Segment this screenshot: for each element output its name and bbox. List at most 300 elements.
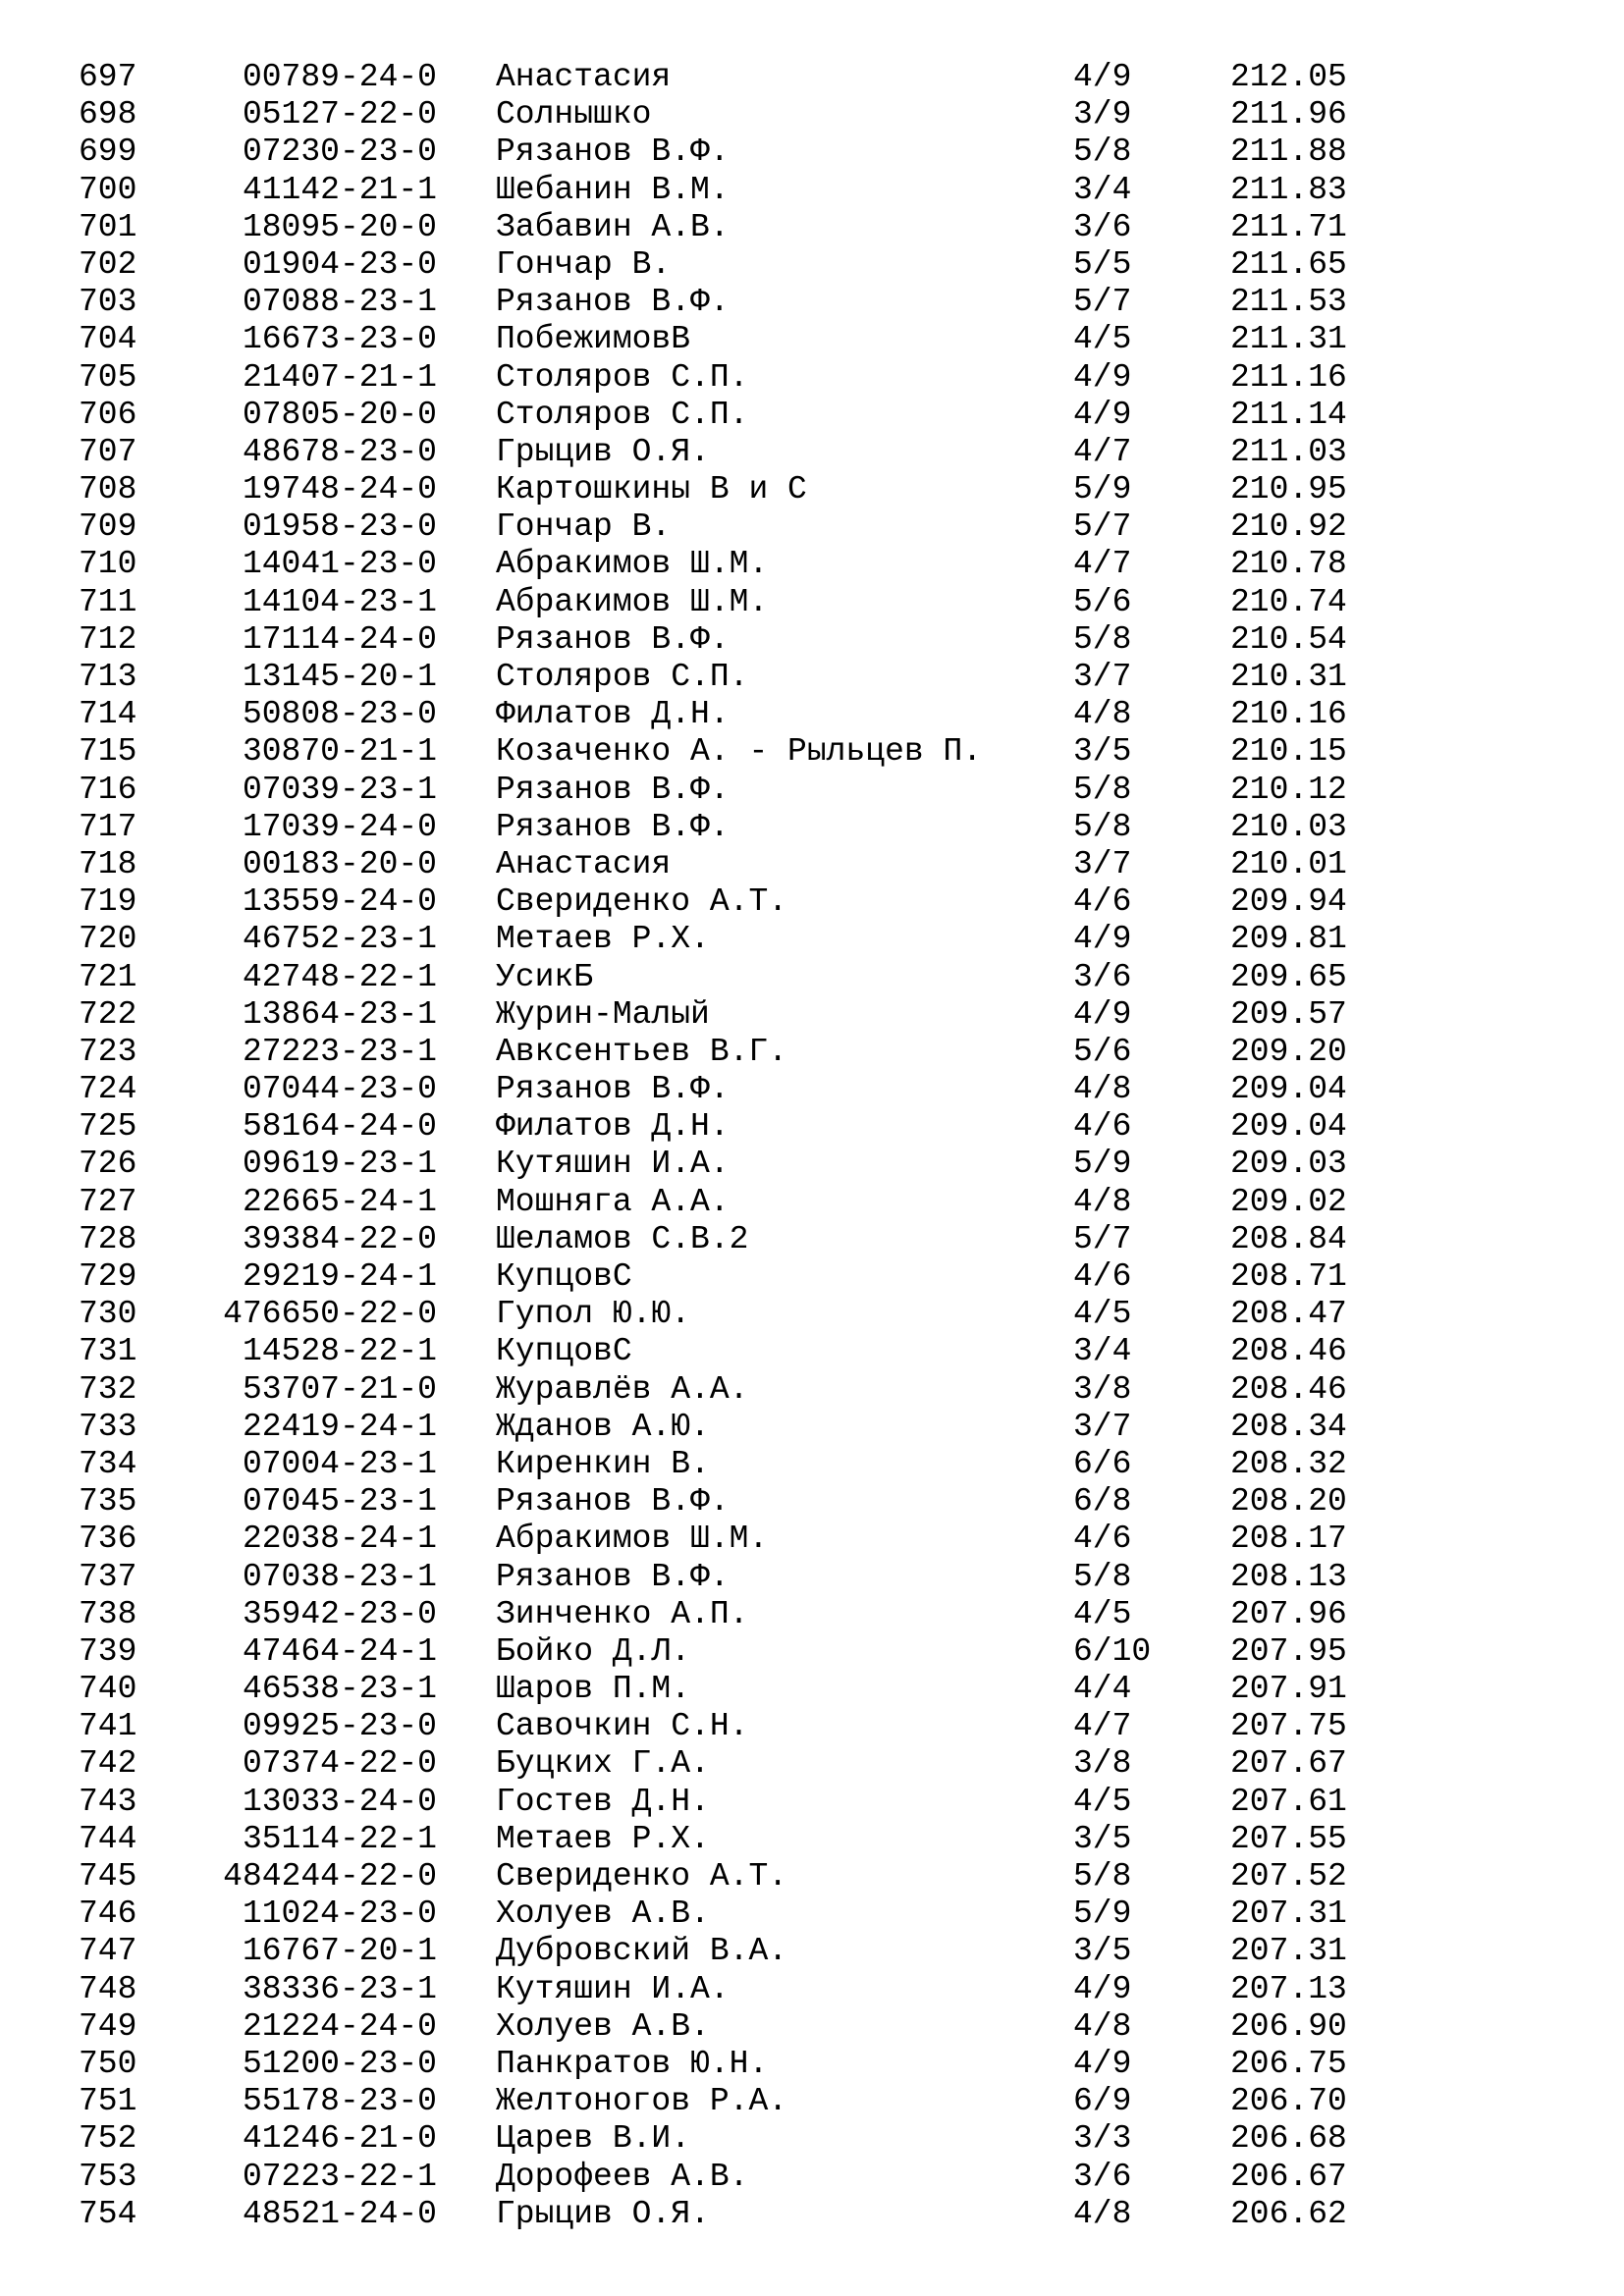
ring-number-cell: 46538-23-1 [242,1671,437,1708]
table-row [0,1933,1624,1970]
owner-name-cell: УсикБ [496,958,594,995]
owner-name-cell: Рязанов В.Ф. [496,808,730,845]
rank-cell: 716 [79,771,137,808]
score-cell: 208.46 [1230,1370,1347,1408]
table-row [0,133,1624,171]
ratio-cell: 4/6 [1073,1521,1132,1558]
owner-name-cell: Рязанов В.Ф. [496,284,730,321]
ring-number-cell: 13033-24-0 [242,1783,437,1820]
ratio-cell: 5/8 [1073,133,1132,171]
ratio-cell: 3/4 [1073,171,1132,208]
table-row [0,1446,1624,1483]
ratio-cell: 3/8 [1073,1370,1132,1408]
ratio-cell: 4/9 [1073,59,1132,95]
owner-name-cell: Гостев Д.Н. [496,1783,710,1820]
ratio-cell: 4/8 [1073,2007,1132,2045]
score-cell: 210.78 [1230,546,1347,583]
ratio-cell: 4/9 [1073,1970,1132,2007]
score-cell: 211.53 [1230,284,1347,321]
score-cell: 212.05 [1230,59,1347,95]
score-cell: 208.47 [1230,1296,1347,1333]
ratio-cell: 3/3 [1073,2120,1132,2158]
ratio-cell: 5/8 [1073,771,1132,808]
owner-name-cell: Журавлёв А.А. [496,1370,749,1408]
rank-cell: 707 [79,433,137,470]
table-row [0,1221,1624,1258]
rank-cell: 710 [79,546,137,583]
table-row [0,2083,1624,2120]
ring-number-cell: 39384-22-0 [242,1220,437,1257]
table-row [0,2120,1624,2158]
table-row [0,359,1624,397]
score-cell: 209.20 [1230,1033,1347,1070]
ratio-cell: 4/4 [1073,1671,1132,1708]
score-cell: 208.34 [1230,1408,1347,1445]
rank-cell: 744 [79,1820,137,1857]
ring-number-cell: 30870-21-1 [242,733,437,771]
table-row [0,2196,1624,2233]
owner-name-cell: Столяров С.П. [496,396,749,433]
table-row [0,1034,1624,1071]
ratio-cell: 3/7 [1073,659,1132,695]
score-cell: 211.31 [1230,321,1347,358]
ring-number-cell: 07044-23-0 [242,1071,437,1108]
rank-cell: 752 [79,2120,137,2158]
score-cell: 206.62 [1230,2195,1347,2232]
table-row [0,546,1624,583]
ring-number-cell: 55178-23-0 [242,2083,437,2120]
ring-number-cell: 01904-23-0 [242,245,437,283]
score-cell: 210.15 [1230,733,1347,771]
ratio-cell: 4/6 [1073,1258,1132,1295]
ratio-cell: 4/5 [1073,1296,1132,1333]
results-table [0,59,1624,2233]
ratio-cell: 3/5 [1073,1820,1132,1857]
score-cell: 209.02 [1230,1183,1347,1220]
ring-number-cell: 58164-24-0 [242,1108,437,1146]
table-row [0,59,1624,96]
ring-number-cell: 50808-23-0 [242,696,437,733]
rank-cell: 718 [79,845,137,882]
table-row [0,883,1624,921]
score-cell: 211.71 [1230,208,1347,245]
owner-name-cell: Картошкины В и С [496,471,807,508]
score-cell: 206.68 [1230,2120,1347,2158]
ratio-cell: 4/9 [1073,358,1132,396]
ratio-cell: 4/9 [1073,921,1132,958]
owner-name-cell: ПобежимовВ [496,321,691,358]
owner-name-cell: Шебанин В.М. [496,171,730,208]
ratio-cell: 3/5 [1073,733,1132,771]
owner-name-cell: Солнышко [496,96,652,133]
ring-number-cell: 41142-21-1 [242,171,437,208]
table-row [0,1296,1624,1333]
ratio-cell: 4/8 [1073,1183,1132,1220]
rank-cell: 714 [79,696,137,733]
owner-name-cell: Гупол Ю.Ю. [496,1296,691,1333]
table-row [0,471,1624,508]
rank-cell: 701 [79,208,137,245]
table-row [0,733,1624,771]
ratio-cell: 4/9 [1073,396,1132,433]
score-cell: 208.13 [1230,1558,1347,1595]
score-cell: 209.94 [1230,883,1347,921]
rank-cell: 725 [79,1108,137,1146]
rank-cell: 747 [79,1933,137,1970]
score-cell: 206.70 [1230,2083,1347,2120]
table-row [0,846,1624,883]
rank-cell: 703 [79,284,137,321]
table-row [0,1184,1624,1221]
score-cell: 208.32 [1230,1445,1347,1482]
table-row [0,1821,1624,1858]
ring-number-cell: 17114-24-0 [242,620,437,658]
ratio-cell: 5/9 [1073,1896,1132,1933]
rank-cell: 705 [79,358,137,396]
table-row [0,659,1624,696]
rank-cell: 706 [79,396,137,433]
table-row [0,284,1624,321]
ring-number-cell: 48678-23-0 [242,433,437,470]
owner-name-cell: Шеламов С.В.2 [496,1220,749,1257]
rank-cell: 715 [79,733,137,771]
rank-cell: 727 [79,1183,137,1220]
owner-name-cell: Забавин А.В. [496,208,730,245]
ring-number-cell: 484244-22-0 [223,1858,437,1895]
owner-name-cell: Рязанов В.Ф. [496,620,730,658]
score-cell: 207.31 [1230,1896,1347,1933]
owner-name-cell: Желтоногов Р.А. [496,2083,788,2120]
table-row [0,921,1624,958]
table-row [0,1071,1624,1108]
ring-number-cell: 05127-22-0 [242,96,437,133]
score-cell: 207.95 [1230,1632,1347,1670]
ring-number-cell: 17039-24-0 [242,808,437,845]
rank-cell: 735 [79,1483,137,1521]
owner-name-cell: Гончар В. [496,508,672,546]
rank-cell: 754 [79,2195,137,2232]
ring-number-cell: 476650-22-0 [223,1296,437,1333]
owner-name-cell: Холуев А.В. [496,1896,710,1933]
score-cell: 210.95 [1230,471,1347,508]
ratio-cell: 4/5 [1073,321,1132,358]
score-cell: 206.75 [1230,2045,1347,2082]
table-row [0,1858,1624,1896]
ratio-cell: 5/8 [1073,1858,1132,1895]
ratio-cell: 3/7 [1073,1408,1132,1445]
table-row [0,996,1624,1034]
rank-cell: 697 [79,59,137,95]
owner-name-cell: Грыцив О.Я. [496,433,710,470]
ratio-cell: 5/8 [1073,808,1132,845]
table-row [0,1596,1624,1633]
ratio-cell: 4/9 [1073,995,1132,1033]
score-cell: 211.03 [1230,433,1347,470]
ratio-cell: 6/8 [1073,1483,1132,1521]
owner-name-cell: Абракимов Ш.М. [496,546,769,583]
ratio-cell: 5/9 [1073,471,1132,508]
owner-name-cell: Анастасия [496,59,672,95]
score-cell: 210.16 [1230,696,1347,733]
score-cell: 207.61 [1230,1783,1347,1820]
score-cell: 210.12 [1230,771,1347,808]
score-cell: 209.04 [1230,1071,1347,1108]
rank-cell: 729 [79,1258,137,1295]
score-cell: 208.20 [1230,1483,1347,1521]
ratio-cell: 3/6 [1073,958,1132,995]
table-row [0,1896,1624,1933]
ratio-cell: 4/8 [1073,1071,1132,1108]
table-row [0,1409,1624,1446]
ring-number-cell: 41246-21-0 [242,2120,437,2158]
score-cell: 211.88 [1230,133,1347,171]
owner-name-cell: Рязанов В.Ф. [496,133,730,171]
score-cell: 209.03 [1230,1146,1347,1183]
ratio-cell: 6/9 [1073,2083,1132,2120]
rank-cell: 709 [79,508,137,546]
score-cell: 211.96 [1230,96,1347,133]
ratio-cell: 3/9 [1073,96,1132,133]
owner-name-cell: Бойко Д.Л. [496,1632,691,1670]
rank-cell: 708 [79,471,137,508]
table-row [0,321,1624,358]
ring-number-cell: 00183-20-0 [242,845,437,882]
table-row [0,1559,1624,1596]
ratio-cell: 3/8 [1073,1745,1132,1783]
rank-cell: 719 [79,883,137,921]
owner-name-cell: Рязанов В.Ф. [496,1071,730,1108]
table-row [0,2008,1624,2046]
owner-name-cell: Метаев Р.Х. [496,1820,710,1857]
ring-number-cell: 07805-20-0 [242,396,437,433]
table-row [0,584,1624,621]
ratio-cell: 4/5 [1073,1783,1132,1820]
rank-cell: 724 [79,1071,137,1108]
owner-name-cell: Журин-Малый [496,995,710,1033]
ring-number-cell: 22419-24-1 [242,1408,437,1445]
ratio-cell: 3/6 [1073,2158,1132,2195]
ring-number-cell: 00789-24-0 [242,59,437,95]
table-row [0,1521,1624,1558]
score-cell: 210.03 [1230,808,1347,845]
score-cell: 207.67 [1230,1745,1347,1783]
ring-number-cell: 35114-22-1 [242,1820,437,1857]
owner-name-cell: Анастасия [496,845,672,882]
ratio-cell: 4/5 [1073,1595,1132,1632]
ring-number-cell: 07088-23-1 [242,284,437,321]
owner-name-cell: Холуев А.В. [496,2007,710,2045]
owner-name-cell: Панкратов Ю.Н. [496,2045,769,2082]
rank-cell: 728 [79,1220,137,1257]
table-row [0,172,1624,209]
rank-cell: 745 [79,1858,137,1895]
owner-name-cell: Буцких Г.А. [496,1745,710,1783]
ratio-cell: 4/6 [1073,1108,1132,1146]
score-cell: 208.71 [1230,1258,1347,1295]
table-row [0,1633,1624,1671]
rank-cell: 751 [79,2083,137,2120]
ring-number-cell: 07038-23-1 [242,1558,437,1595]
table-row [0,1708,1624,1745]
ratio-cell: 4/9 [1073,2045,1132,2082]
table-row [0,1108,1624,1146]
table-row [0,696,1624,733]
table-row [0,772,1624,809]
table-row [0,1971,1624,2008]
owner-name-cell: Кутяшин И.А. [496,1970,730,2007]
owner-name-cell: Свериденко А.Т. [496,883,788,921]
ratio-cell: 4/8 [1073,2195,1132,2232]
ring-number-cell: 13559-24-0 [242,883,437,921]
score-cell: 209.04 [1230,1108,1347,1146]
rank-cell: 702 [79,245,137,283]
rank-cell: 731 [79,1333,137,1370]
rank-cell: 734 [79,1445,137,1482]
owner-name-cell: Гончар В. [496,245,672,283]
owner-name-cell: Савочкин С.Н. [496,1708,749,1745]
ratio-cell: 6/10 [1073,1632,1152,1670]
ratio-cell: 3/7 [1073,845,1132,882]
ratio-cell: 5/6 [1073,583,1132,620]
ring-number-cell: 01958-23-0 [242,508,437,546]
rank-cell: 738 [79,1595,137,1632]
ring-number-cell: 14041-23-0 [242,546,437,583]
ring-number-cell: 38336-23-1 [242,1970,437,2007]
score-cell: 208.46 [1230,1333,1347,1370]
owner-name-cell: Шаров П.М. [496,1671,691,1708]
ring-number-cell: 07039-23-1 [242,771,437,808]
ring-number-cell: 42748-22-1 [242,958,437,995]
owner-name-cell: Филатов Д.Н. [496,696,730,733]
score-cell: 207.96 [1230,1595,1347,1632]
ratio-cell: 5/5 [1073,245,1132,283]
score-cell: 211.16 [1230,358,1347,396]
rank-cell: 732 [79,1370,137,1408]
score-cell: 207.13 [1230,1970,1347,2007]
score-cell: 209.81 [1230,921,1347,958]
ring-number-cell: 29219-24-1 [242,1258,437,1295]
ratio-cell: 4/6 [1073,883,1132,921]
owner-name-cell: Козаченко А. - Рыльцев П. [496,733,983,771]
score-cell: 207.52 [1230,1858,1347,1895]
table-row [0,434,1624,471]
rank-cell: 749 [79,2007,137,2045]
rank-cell: 698 [79,96,137,133]
rank-cell: 704 [79,321,137,358]
rank-cell: 739 [79,1632,137,1670]
table-row [0,96,1624,133]
rank-cell: 740 [79,1671,137,1708]
table-row [0,1745,1624,1783]
score-cell: 206.90 [1230,2007,1347,2045]
table-row [0,1784,1624,1821]
ratio-cell: 5/7 [1073,1220,1132,1257]
score-cell: 209.65 [1230,958,1347,995]
ratio-cell: 4/8 [1073,696,1132,733]
owner-name-cell: Столяров С.П. [496,358,749,396]
owner-name-cell: Зинченко А.П. [496,1595,749,1632]
owner-name-cell: Мошняга А.А. [496,1183,730,1220]
rank-cell: 748 [79,1970,137,2007]
score-cell: 211.65 [1230,245,1347,283]
owner-name-cell: Жданов А.Ю. [496,1408,710,1445]
table-row [0,508,1624,546]
ratio-cell: 5/7 [1073,284,1132,321]
rank-cell: 746 [79,1896,137,1933]
rank-cell: 737 [79,1558,137,1595]
owner-name-cell: КупцовС [496,1258,632,1295]
table-row [0,209,1624,246]
score-cell: 207.91 [1230,1671,1347,1708]
rank-cell: 711 [79,583,137,620]
score-cell: 211.83 [1230,171,1347,208]
table-row [0,1333,1624,1370]
table-row [0,1371,1624,1409]
owner-name-cell: Столяров С.П. [496,659,749,695]
ring-number-cell: 07045-23-1 [242,1483,437,1521]
ratio-cell: 5/7 [1073,508,1132,546]
ratio-cell: 6/6 [1073,1445,1132,1482]
score-cell: 206.67 [1230,2158,1347,2195]
ring-number-cell: 22038-24-1 [242,1521,437,1558]
table-row [0,1146,1624,1183]
table-row [0,2046,1624,2083]
owner-name-cell: Грыцив О.Я. [496,2195,710,2232]
score-cell: 208.84 [1230,1220,1347,1257]
owner-name-cell: Дорофеев А.В. [496,2158,749,2195]
rank-cell: 726 [79,1146,137,1183]
ring-number-cell: 07004-23-1 [242,1445,437,1482]
rank-cell: 753 [79,2158,137,2195]
ring-number-cell: 18095-20-0 [242,208,437,245]
owner-name-cell: Свериденко А.Т. [496,1858,788,1895]
ring-number-cell: 14104-23-1 [242,583,437,620]
score-cell: 210.31 [1230,659,1347,695]
owner-name-cell: Дубровский В.А. [496,1933,788,1970]
ratio-cell: 3/4 [1073,1333,1132,1370]
ring-number-cell: 21224-24-0 [242,2007,437,2045]
score-cell: 207.31 [1230,1933,1347,1970]
rank-cell: 742 [79,1745,137,1783]
rank-cell: 721 [79,958,137,995]
ring-number-cell: 22665-24-1 [242,1183,437,1220]
owner-name-cell: Кутяшин И.А. [496,1146,730,1183]
rank-cell: 712 [79,620,137,658]
rank-cell: 700 [79,171,137,208]
ring-number-cell: 51200-23-0 [242,2045,437,2082]
table-row [0,809,1624,846]
owner-name-cell: Абракимов Ш.М. [496,583,769,620]
ratio-cell: 4/7 [1073,433,1132,470]
rank-cell: 736 [79,1521,137,1558]
ratio-cell: 4/7 [1073,1708,1132,1745]
ring-number-cell: 13145-20-1 [242,659,437,695]
ratio-cell: 5/6 [1073,1033,1132,1070]
table-row [0,621,1624,659]
table-row [0,397,1624,434]
rank-cell: 713 [79,659,137,695]
ratio-cell: 5/8 [1073,620,1132,658]
table-row [0,2159,1624,2196]
score-cell: 210.74 [1230,583,1347,620]
ring-number-cell: 27223-23-1 [242,1033,437,1070]
ratio-cell: 3/6 [1073,208,1132,245]
ring-number-cell: 07230-23-0 [242,133,437,171]
owner-name-cell: Абракимов Ш.М. [496,1521,769,1558]
owner-name-cell: КупцовС [496,1333,632,1370]
rank-cell: 743 [79,1783,137,1820]
score-cell: 208.17 [1230,1521,1347,1558]
